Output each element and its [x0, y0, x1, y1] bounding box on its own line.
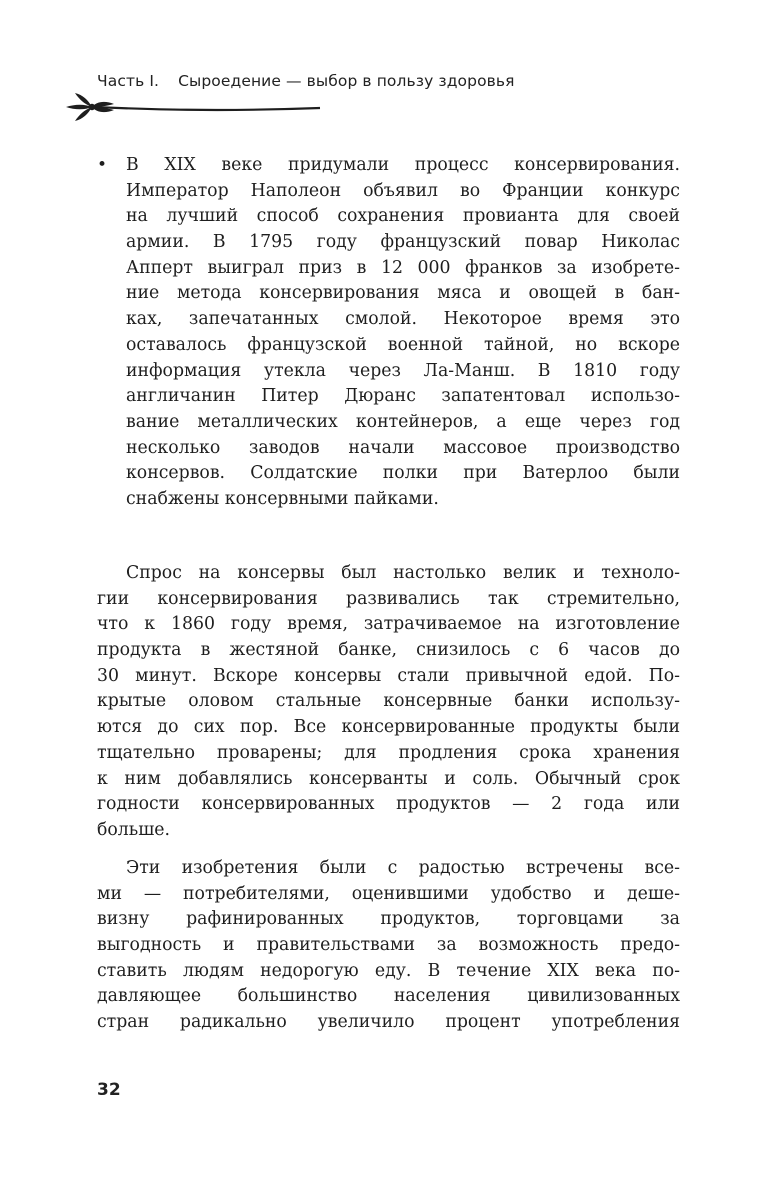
text-line: Эти изобретения были с радостью встречены все- — [126, 858, 680, 878]
part-label: Часть I. — [97, 72, 160, 90]
text-line: англичанин Питер Дюранс запатентовал использо- — [126, 386, 680, 407]
text-line: В XIX веке придумали процесс консервирования. — [126, 155, 680, 175]
text-line: визну рафинированных продуктов, торговцами за — [97, 909, 680, 930]
text-line: несколько заводов начали массовое производство — [126, 437, 680, 458]
paragraph — [97, 856, 680, 1036]
text-line: крытые оловом стальные консервные банки использу- — [97, 691, 680, 712]
text-line: выгодность и правительствами за возможность предо- — [97, 935, 680, 956]
text-line: информация утекла через Ла-Манш. В 1810 году — [126, 360, 680, 381]
text-line: 30 минут. Вскоре консервы стали привычной едой. По- — [97, 665, 680, 686]
chapter-title: Сыроедение — выбор в пользу здоровья — [178, 72, 515, 90]
paragraph — [97, 561, 680, 844]
text-line: ках, запечатанных смолой. Некоторое время это — [126, 309, 680, 330]
floral-ornament-icon — [62, 90, 322, 124]
text-line: Император Наполеон объявил во Франции конкурс — [126, 180, 680, 201]
running-header — [97, 72, 515, 90]
text-line: что к 1860 году время, затрачиваемое на изготовление — [97, 614, 680, 635]
text-line: продукта в жестяной банке, снизилось с 6 часов до — [97, 640, 680, 661]
text-line: ются до сих пор. Все консервированные продукты были — [97, 717, 680, 738]
bullet-marker: • — [97, 155, 108, 175]
text-line: Спрос на консервы был настолько велик и техноло- — [126, 563, 680, 583]
text-line: больше. — [97, 819, 170, 840]
text-line: вание металлических контейнеров, а еще через год — [126, 411, 680, 432]
text-line: ние метода консервирования мяса и овощей в бан- — [126, 283, 680, 304]
text-line: армии. В 1795 году французский повар Николас — [126, 232, 680, 253]
bullet-list-item — [97, 153, 680, 513]
text-line: снабжены консервными пайками. — [126, 488, 439, 509]
text-line: гии консервирования развивались так стремительно, — [97, 588, 680, 609]
text-line: Апперт выиграл приз в 12 000 франков за изобрете- — [126, 257, 680, 278]
text-line: оставалось французской военной тайной, но вскоре — [126, 334, 680, 355]
text-line: годности консервированных продуктов — 2 года или — [97, 794, 680, 815]
page-number: 32 — [97, 1080, 121, 1100]
text-line: ставить людям недорогую еду. В течение XIX века по- — [97, 960, 680, 981]
text-line: ми — потребителями, оценившими удобство и деше- — [97, 883, 680, 904]
text-line: на лучший способ сохранения провианта для своей — [126, 206, 680, 227]
text-line: давляющее большинство населения цивилизованных — [97, 986, 680, 1007]
text-line: к ним добавлялись консерванты и соль. Обычный срок — [97, 768, 680, 789]
text-line: тщательно проварены; для продления срока хранения — [97, 742, 680, 763]
text-line: стран радикально увеличило процент употребления — [97, 1012, 680, 1033]
text-line: консервов. Солдатские полки при Ватерлоо были — [126, 463, 680, 484]
